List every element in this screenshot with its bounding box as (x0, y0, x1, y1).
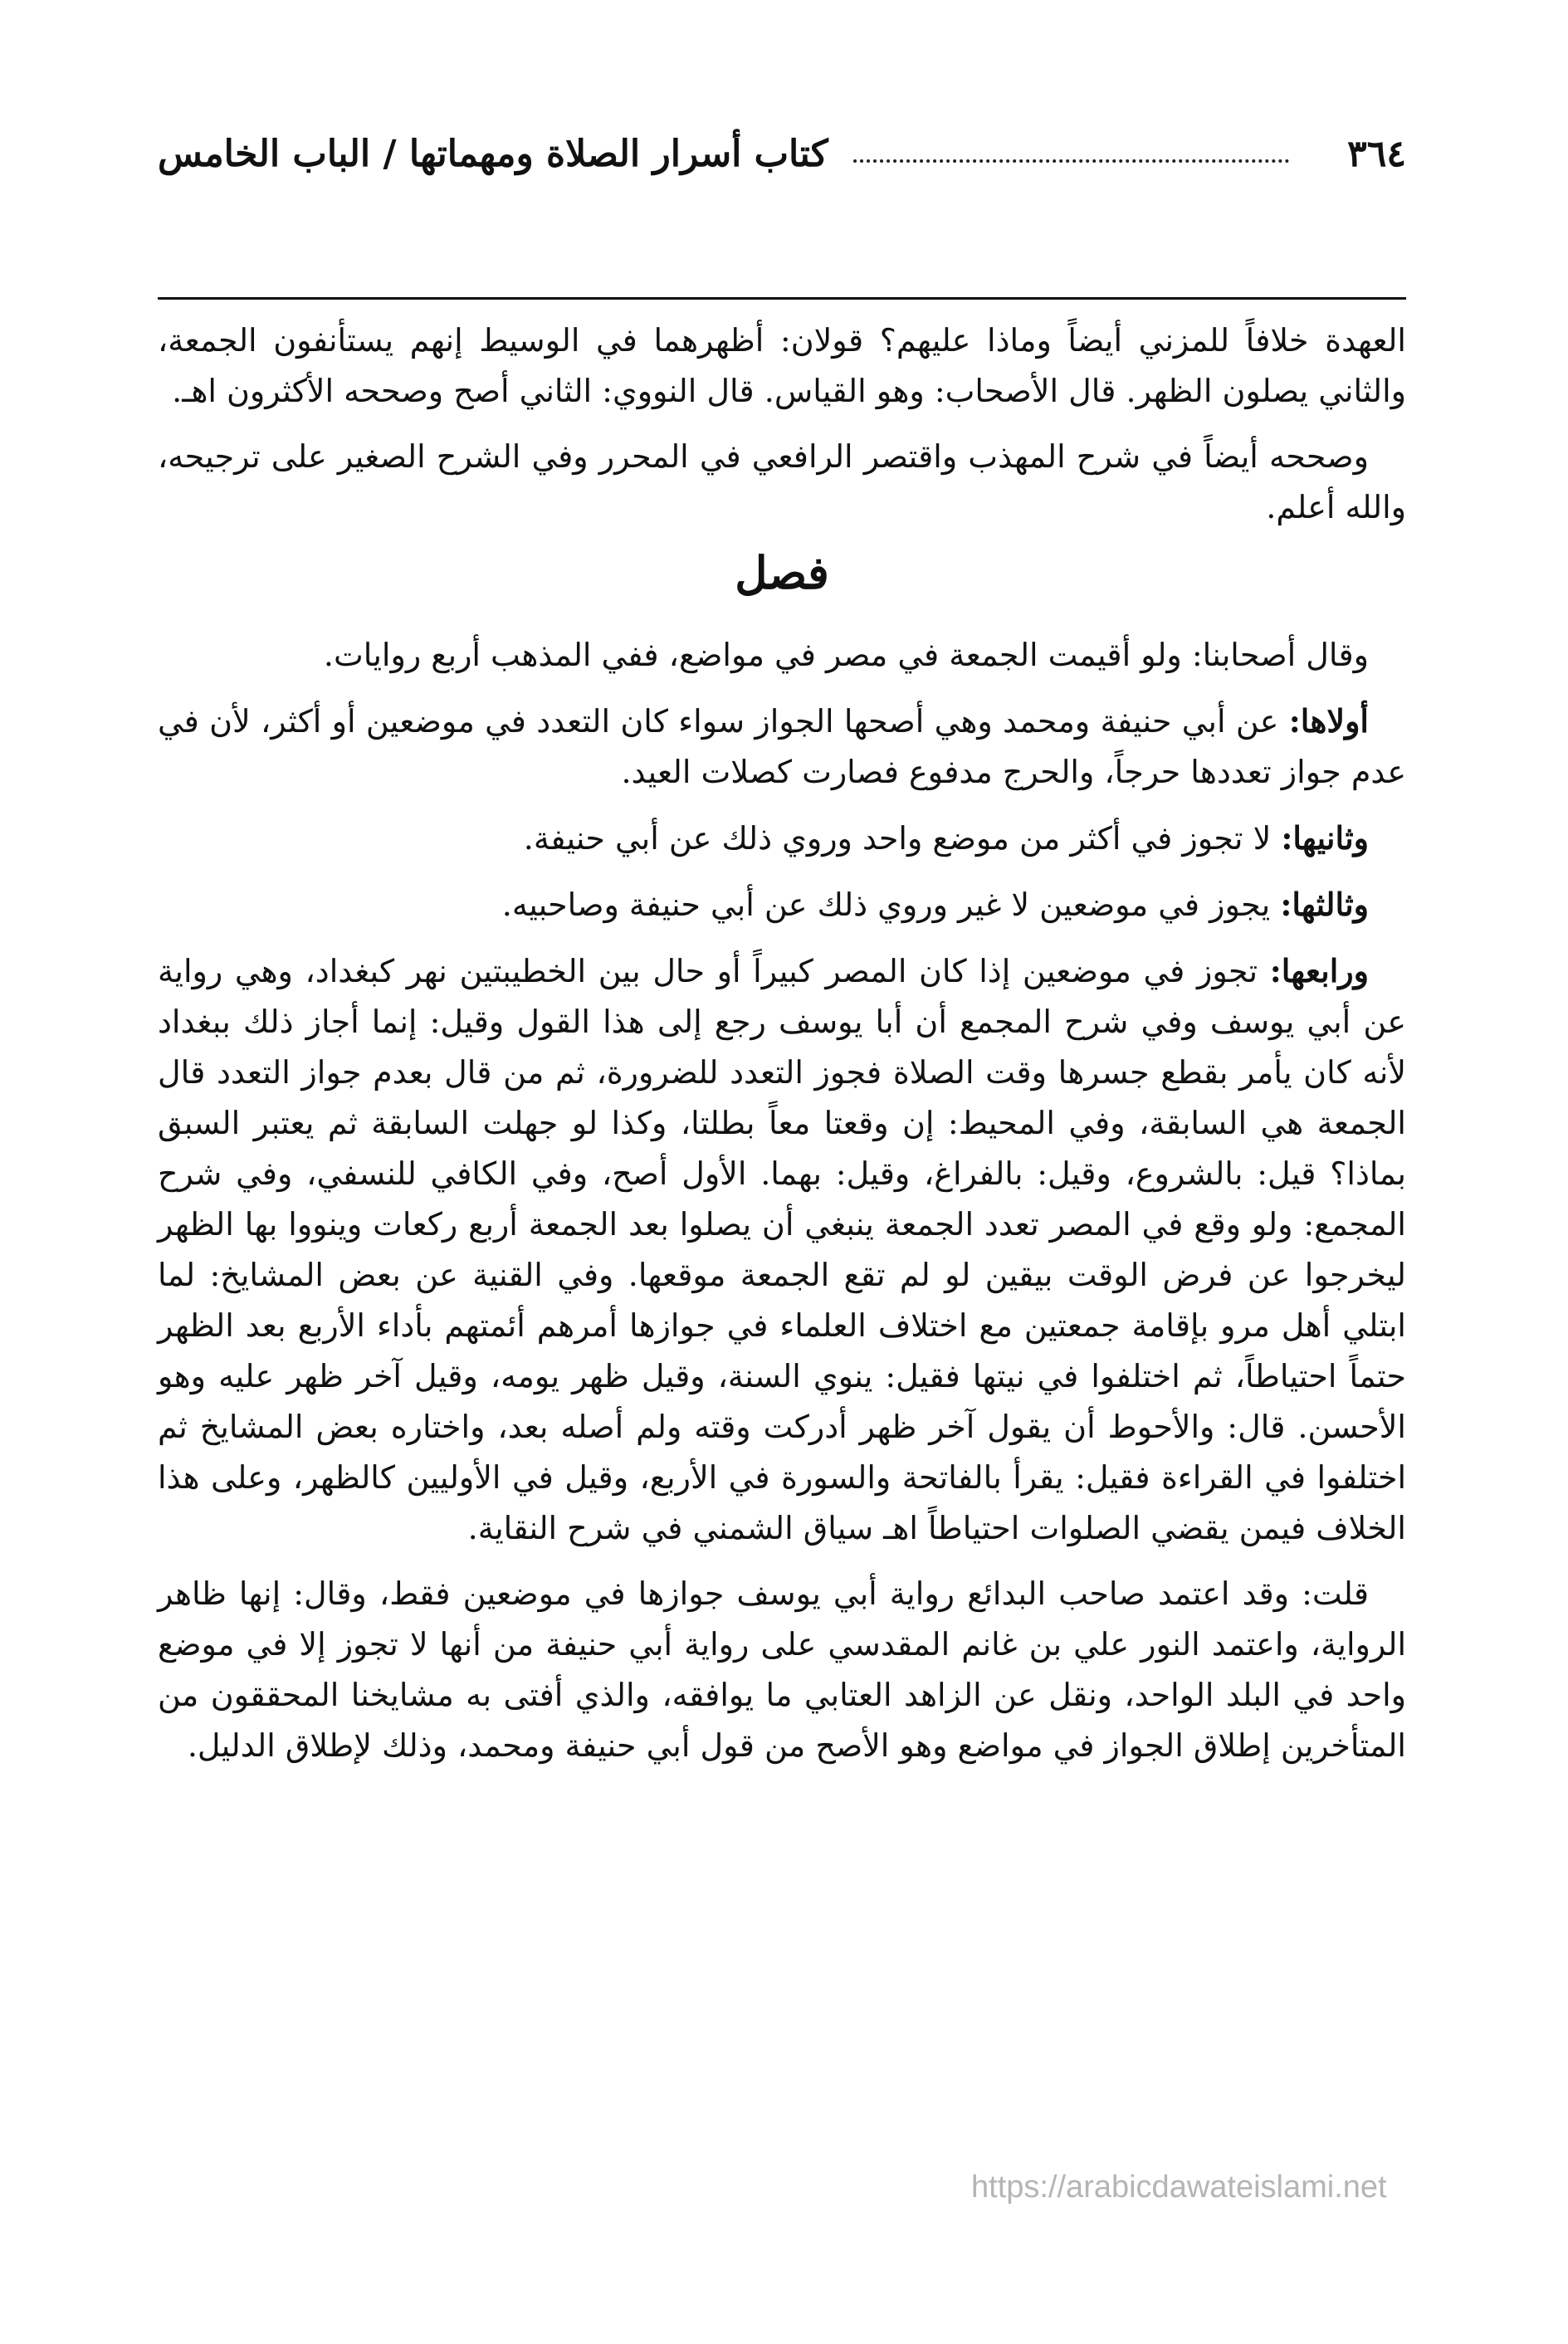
paragraph-4 (158, 696, 1406, 798)
paragraph-8: قلت: وقد اعتمد صاحب البدائع رواية أبي يوسف جوازها في موضعين فقط، وقال: إنها ظاهر الرواية، واعتمد النور علي بن غانم المقدسي على رواية أبي حنيفة من أنها لا تجوز إلا في موضع واحد في البلد الواحد، ونقل عن الزاهد العتابي ما يوافقه، والذي أفتى به مشايخنا المحققون من المتأخرين إطلاق الجواز في مواضع وهو الأصح من قول أبي حنيفة ومحمد، وذلك لإطلاق الدليل. (158, 1575, 1406, 1764)
page-header (158, 125, 1406, 183)
paragraph-6-lead: وثالثها: (1280, 886, 1369, 923)
paragraph-4-text: عن أبي حنيفة ومحمد وهي أصحها الجواز سواء كان التعدد في موضعين أو أكثر، لأن في عدم جواز تعددها حرجاً، والحرج مدفوع فصارت كصلات العيد. (158, 703, 1406, 790)
paragraph-4-lead: أولاها: (1288, 702, 1369, 740)
header-dot-leader (853, 144, 1289, 163)
section-heading: فصل (735, 546, 829, 599)
watermark-url: https://arabicdawateislami.net (971, 2170, 1387, 2205)
running-title: كتاب أسرار الصلاة ومهماتها / الباب الخامس (158, 132, 828, 175)
paragraph-7-text: تجوز في موضعين إذا كان المصر كبيراً أو حال بين الخطيبتين نهر كبغداد، وهي رواية عن أبي يوسف وفي شرح المجمع أن أبا يوسف رجع إلى هذا القول وقيل: إنما أجاز ذلك ببغداد لأنه كان يأمر بقطع جسرها وقت الصلاة فجوز التعدد للضرورة، ثم من قال بعدم جواز التعدد قال الجمعة هي السابقة، وفي المحيط: إن وقعتا معاً بطلتا، وكذا لو جهلت السابقة ثم يعتبر السبق بماذا؟ قيل: بالشروع، وقيل: بالفراغ، وقيل: بهما. الأول أصح، وفي الكافي للنسفي، وفي شرح المجمع: ولو وقع في المصر تعدد الجمعة ينبغي أن يصلوا بعد الجمعة أربع ركعات وينووا بها الظهر ليخرجوا عن فرض الوقت بيقين لو لم تقع الجمعة موقعها. وفي القنية عن بعض المشايخ: لما ابتلي أهل مرو بإقامة جمعتين مع اختلاف العلماء في جوازها أمرهم أئمتهم بأداء الأربع بعد الظهر حتماً احتياطاً، ثم اختلفوا في نيتها فقيل: ينوي السنة، وقيل ظهر يومه، وقيل آخر ظهر عليه وهو الأحسن. قال: والأحوط أن يقول آخر ظهر أدركت وقته ولم أصله بعد، واختاره بعض المشايخ ثم اختلفوا في القراءة فقيل: يقرأ بالفاتحة والسورة في الأربع، وقيل في الأوليين كالظهر، وعلى هذا الخلاف فيمن يقضي الصلوات احتياطاً اهـ سياق الشمني في شرح النقاية. (158, 953, 1406, 1546)
paragraph-5 (158, 813, 1406, 864)
paragraph-3: وقال أصحابنا: ولو أقيمت الجمعة في مصر في مواضع، ففي المذهب أربع روايات. (323, 637, 1369, 673)
page-body (158, 315, 1406, 1786)
paragraph-5-lead: وثانيها: (1281, 819, 1369, 857)
paragraph-6 (158, 879, 1406, 930)
page-number: ٣٦٤ (1347, 132, 1406, 175)
paragraph-6-text: يجوز في موضعين لا غير وروي ذلك عن أبي حنيفة وصاحبيه. (501, 886, 1281, 923)
paragraph-2: وصححه أيضاً في شرح المهذب واقتصر الرافعي في المحرر وفي الشرح الصغير على ترجيحه، والله أعلم. (158, 438, 1406, 525)
header-rule (158, 297, 1406, 300)
paragraph-7 (158, 945, 1406, 1554)
paragraph-5-text: لا تجوز في أكثر من موضع واحد وروي ذلك عن أبي حنيفة. (523, 820, 1282, 857)
paragraph-1: العهدة خلافاً للمزني أيضاً وماذا عليهم؟ قولان: أظهرهما في الوسيط إنهم يستأنفون الجمعة، والثاني يصلون الظهر. قال الأصحاب: وهو القياس. قال النووي: الثاني أصح وصححه الأكثرون اهـ. (158, 322, 1406, 409)
paragraph-7-lead: ورابعها: (1269, 952, 1369, 989)
